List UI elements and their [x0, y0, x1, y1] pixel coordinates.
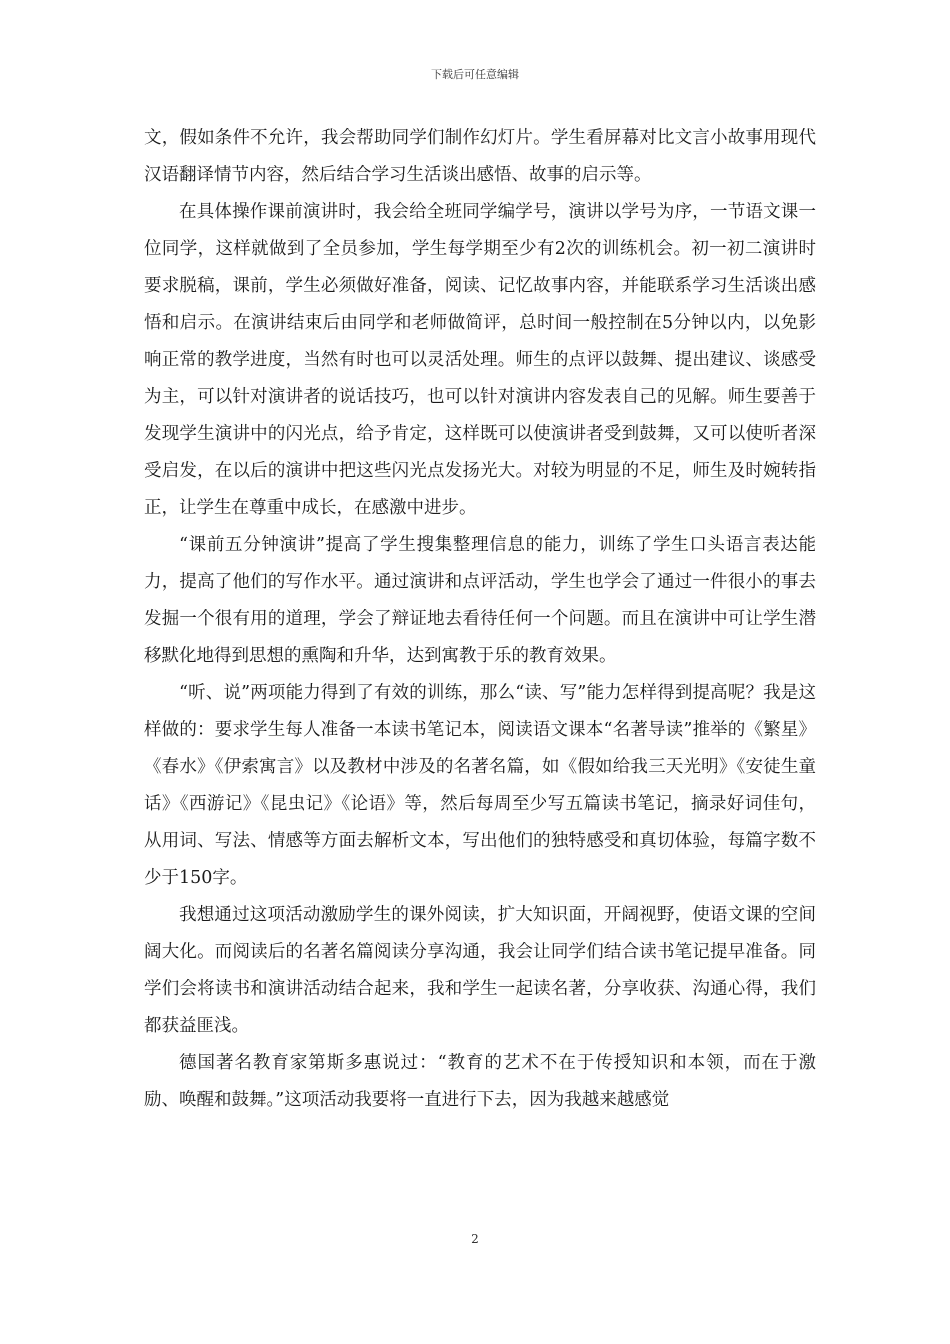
paragraph-5: 我想通过这项活动激励学生的课外阅读，扩大知识面，开阔视野，使语文课的空间阔大化。而阅读后的名著名篇阅读分享沟通，我会让同学们结合读书笔记提早准备。同学们会将读书和演讲活动结合起来，我和学生一起读名著，分享收获、沟通心得，我们都获益匪浅。 — [144, 905, 816, 1036]
page-number: 2 — [471, 1232, 479, 1246]
paragraph-1: 文，假如条件不允许，我会帮助同学们制作幻灯片。学生看屏幕对比文言小故事用现代汉语翻译情节内容，然后结合学习生活谈出感悟、故事的启示等。 — [144, 128, 816, 185]
page-header: 下载后可任意编辑 — [431, 68, 519, 81]
paragraph-3: “课前五分钟演讲”提高了学生搜集整理信息的能力，训练了学生口头语言表达能力，提高了他们的写作水平。通过演讲和点评活动，学生也学会了通过一件很小的事去发掘一个很有用的道理，学会了辩证地去看待任何一个问题。而且在演讲中可让学生潜移默化地得到思想的熏陶和升华，达到寓教于乐的教育效果。 — [144, 535, 816, 666]
paragraph-4: “听、说”两项能力得到了有效的训练，那么“读、写”能力怎样得到提高呢？我是这样做的：要求学生每人准备一本读书笔记本，阅读语文课本“名著导读”推举的《繁星》《春水》《伊索寓言》以及教材中涉及的名著名篇，如《假如给我三天光明》《安徒生童话》《西游记》《昆虫记》《论语》等，然后每周至少写五篇读书笔记，摘录好词佳句，从用词、写法、情感等方面去解析文本，写出他们的独特感受和真切体验，每篇字数不少于150字。 — [144, 683, 816, 888]
paragraph-2: 在具体操作课前演讲时，我会给全班同学编学号，演讲以学号为序，一节语文课一位同学，这样就做到了全员参加，学生每学期至少有2次的训练机会。初一初二演讲时要求脱稿，课前，学生必须做好准备，阅读、记忆故事内容，并能联系学习生活谈出感悟和启示。在演讲结束后由同学和老师做简评，总时间一般控制在5分钟以内，以免影响正常的教学进度，当然有时也可以灵活处理。师生的点评以鼓舞、提出建议、谈感受为主，可以针对演讲者的说话技巧，也可以针对演讲内容发表自己的见解。师生要善于发现学生演讲中的闪光点，给予肯定，这样既可以使演讲者受到鼓舞，又可以使听者深受启发，在以后的演讲中把这些闪光点发扬光大。对较为明显的不足，师生及时婉转指正，让学生在尊重中成长，在感激中进步。 — [144, 202, 816, 518]
document-body — [144, 120, 816, 1119]
paragraph-6: 德国著名教育家第斯多惠说过：“教育的艺术不在于传授知识和本领，而在于激励、唤醒和鼓舞。”这项活动我要将一直进行下去，因为我越来越感觉 — [144, 1053, 816, 1110]
